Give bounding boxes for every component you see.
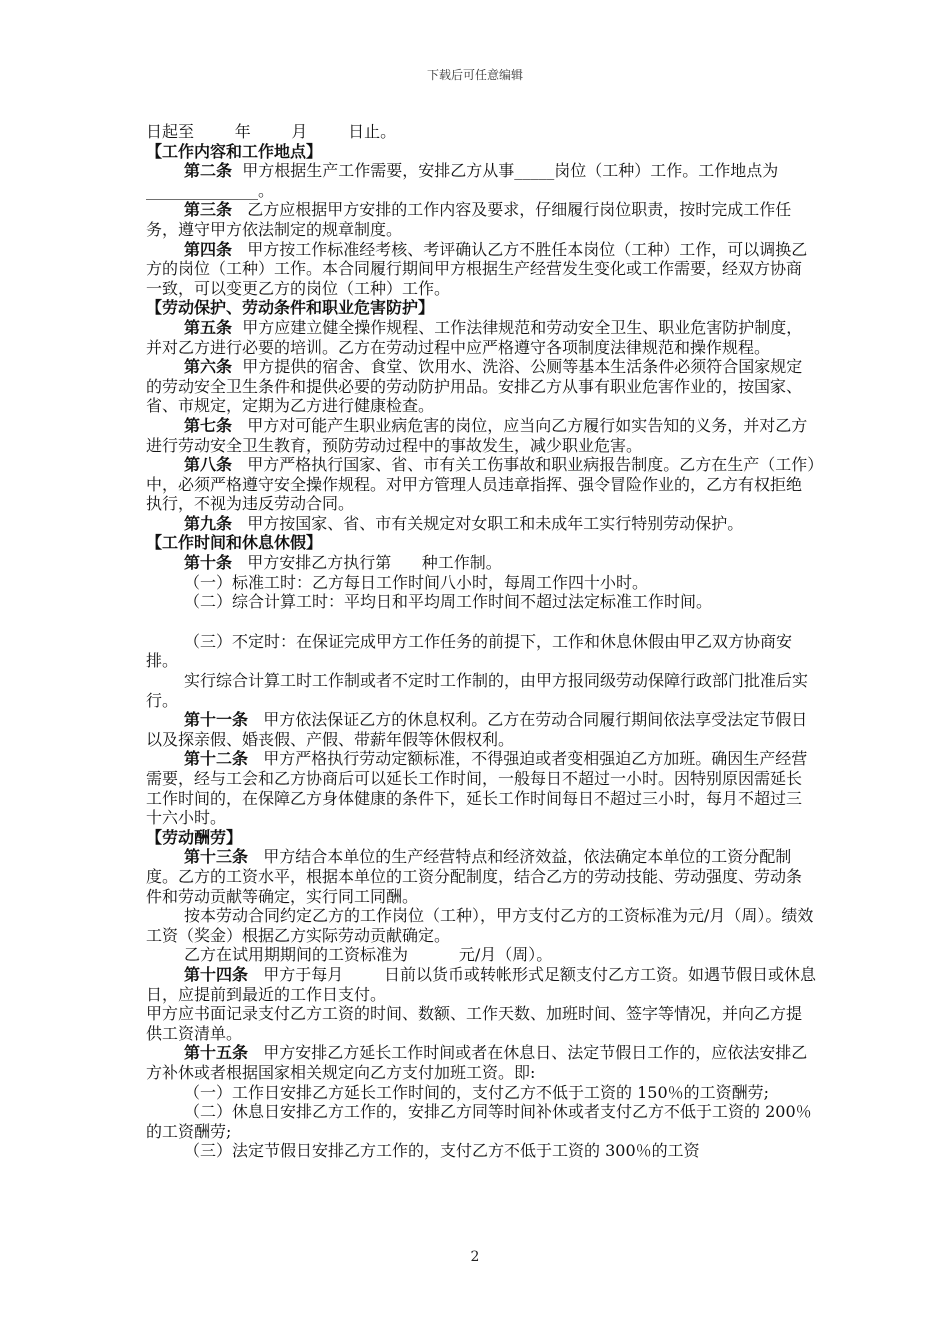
article-paragraph	[146, 710, 816, 749]
article-number: 第十条	[184, 553, 233, 573]
article-number: 第八条	[184, 455, 233, 475]
article-paragraph	[146, 200, 816, 239]
document-body	[146, 122, 816, 1161]
paragraph-text: 甲方根据生产工作需要，安排乙方从事_____岗位（工种）工作。工作地点为______________。	[146, 161, 779, 200]
paragraph	[146, 671, 816, 710]
article-paragraph	[146, 553, 816, 573]
paragraph-text: （三）不定时：在保证完成甲方工作任务的前提下，工作和休息休假由甲乙双方协商安排。	[146, 631, 793, 671]
paragraph-text: 甲方依法保证乙方的休息权利。乙方在劳动合同履行期间依法享受法定节假日以及探亲假、婚丧假、产假、带薪年假等休假权利。	[146, 710, 808, 749]
article-number: 第十五条	[184, 1043, 249, 1063]
paragraph-text: 甲方应书面记录支付乙方工资的时间、数额、工作天数、加班时间、签字等情况，并向乙方提供工资清单。	[146, 1004, 803, 1043]
article-number: 第十二条	[184, 749, 249, 769]
paragraph-text: 甲方应建立健全操作规程、工作法律规范和劳动安全卫生、职业危害防护制度，并对乙方进行必要的培训。乙方在劳动过程中应严格遵守各项制度法律规范和操作规程。	[146, 317, 803, 357]
paragraph-text: 甲方按国家、省、市有关规定对女职工和未成年工实行特别劳动保护。	[232, 513, 744, 533]
page-number: 2	[470, 1249, 480, 1265]
article-number: 第四条	[184, 239, 233, 259]
article-number: 第十四条	[184, 964, 249, 984]
article-paragraph	[146, 1043, 816, 1082]
paragraph	[146, 122, 816, 142]
article-paragraph	[146, 749, 816, 827]
paragraph	[146, 906, 816, 945]
paragraph-text: （二）综合计算工时：平均日和平均周工作时间不超过法定标准工作时间。	[184, 592, 713, 612]
paragraph-text: 甲方对可能产生职业病危害的岗位，应当向乙方履行如实告知的义务，并对乙方进行劳动安全卫生教育，预防劳动过程中的事故发生，减少职业危害。	[146, 415, 808, 455]
page-header: 下载后可任意编辑	[426, 68, 523, 82]
article-paragraph	[146, 161, 816, 200]
paragraph-text: （二）休息日安排乙方工作的，安排乙方同等时间补休或者支付乙方不低于工资的 200％的工资酬劳;	[146, 1102, 812, 1141]
paragraph	[146, 592, 816, 612]
paragraph	[146, 1004, 816, 1043]
paragraph	[146, 1102, 816, 1141]
paragraph	[146, 945, 816, 965]
paragraph-text: 甲方严格执行国家、省、市有关工伤事故和职业病报告制度。乙方在生产（工作）中，必须严格遵守安全操作规程。对甲方管理人员违章指挥、强令冒险作业的，乙方有权拒绝执行，不视为违反劳动合同。	[146, 455, 816, 514]
paragraph	[146, 573, 816, 593]
section-heading: 【工作时间和休息休假】	[146, 533, 323, 553]
article-number: 第七条	[184, 415, 233, 435]
paragraph-text: 实行综合计算工时工作制或者不定时工作制的，由甲方报同级劳动保障行政部门批准后实行。	[146, 671, 809, 710]
paragraph	[146, 1083, 816, 1103]
blank-line	[146, 612, 816, 632]
article-number: 第十一条	[184, 710, 249, 730]
paragraph-text: 甲方提供的宿舍、食堂、饮用水、洗浴、公厕等基本生活条件必须符合国家规定的劳动安全卫生条件和提供必要的劳动防护用品。安排乙方从事有职业危害作业的，按国家、省、市规定，定期为乙方进行健康检查。	[146, 357, 803, 416]
paragraph-text: 甲方严格执行劳动定额标准，不得强迫或者变相强迫乙方加班。确因生产经营需要，经与工会和乙方协商后可以延长工作时间，一般每日不超过一小时。因特别原因需延长工作时间的，在保障乙方身体健康的条件下，延长工作时间每日不超过三小时，每月不超过三十六小时。	[146, 749, 808, 828]
article-paragraph	[146, 514, 816, 534]
paragraph-text: 乙方在试用期期间的工资标准为 元/月（周）。	[184, 945, 553, 965]
paragraph-text: 乙方应根据甲方安排的工作内容及要求，仔细履行岗位职责，按时完成工作任务，遵守甲方依法制定的规章制度。	[146, 200, 792, 239]
article-number: 第六条	[184, 357, 233, 377]
paragraph-text: 甲方安排乙方执行第 种工作制。	[232, 553, 502, 573]
paragraph	[146, 1141, 816, 1161]
article-number: 第三条	[184, 200, 233, 220]
paragraph-text: 甲方按工作标准经考核、考评确认乙方不胜任本岗位（工种）工作，可以调换乙方的岗位（工种）工作。本合同履行期间甲方根据生产经营发生变化或工作需要，经双方协商一致，可以变更乙方的岗位（工种）工作。	[146, 239, 808, 298]
paragraph-text: （一）标准工时：乙方每日工作时间八小时，每周工作四十小时。	[184, 572, 649, 592]
article-number: 第五条	[184, 317, 233, 337]
article-paragraph	[146, 240, 816, 299]
section-heading: 【工作内容和工作地点】	[146, 141, 323, 161]
article-paragraph	[146, 416, 816, 455]
paragraph-text: 甲方安排乙方延长工作时间或者在休息日、法定节假日工作的，应依法安排乙方补休或者根据国家相关规定向乙方支付加班工资。即:	[146, 1043, 808, 1082]
paragraph-text: 甲方结合本单位的生产经营特点和经济效益，依法确定本单位的工资分配制度。乙方的工资水平，根据本单位的工资分配制度，结合乙方的劳动技能、劳动强度、劳动条件和劳动贡献等确定，实行同工同酬。	[146, 847, 803, 906]
article-paragraph	[146, 847, 816, 906]
paragraph-text: （三）法定节假日安排乙方工作的，支付乙方不低于工资的 300％的工资	[184, 1141, 700, 1161]
section-heading: 【劳动保护、劳动条件和职业危害防护】	[146, 298, 435, 318]
article-paragraph	[146, 455, 816, 514]
paragraph	[146, 632, 816, 671]
paragraph-text: 日起至 年 月 日止。	[146, 122, 397, 141]
section-heading: 【劳动酬劳】	[146, 827, 243, 847]
paragraph-text: （一）工作日安排乙方延长工作时间的，支付乙方不低于工资的 150％的工资酬劳;	[184, 1082, 770, 1102]
article-number: 第九条	[184, 513, 233, 533]
paragraph-text: 甲方于每月 日前以货币或转帐形式足额支付乙方工资。如遇节假日或休息日，应提前到最近的工作日支付。	[146, 964, 816, 1004]
article-paragraph	[146, 965, 816, 1004]
article-paragraph	[146, 318, 816, 357]
paragraph-text: 按本劳动合同约定乙方的工作岗位（工种），甲方支付乙方的工资标准为元/月（周）。绩效工资（奖金）根据乙方实际劳动贡献确定。	[146, 906, 814, 945]
article-number: 第二条	[184, 161, 233, 181]
article-paragraph	[146, 357, 816, 416]
article-number: 第十三条	[184, 847, 249, 867]
